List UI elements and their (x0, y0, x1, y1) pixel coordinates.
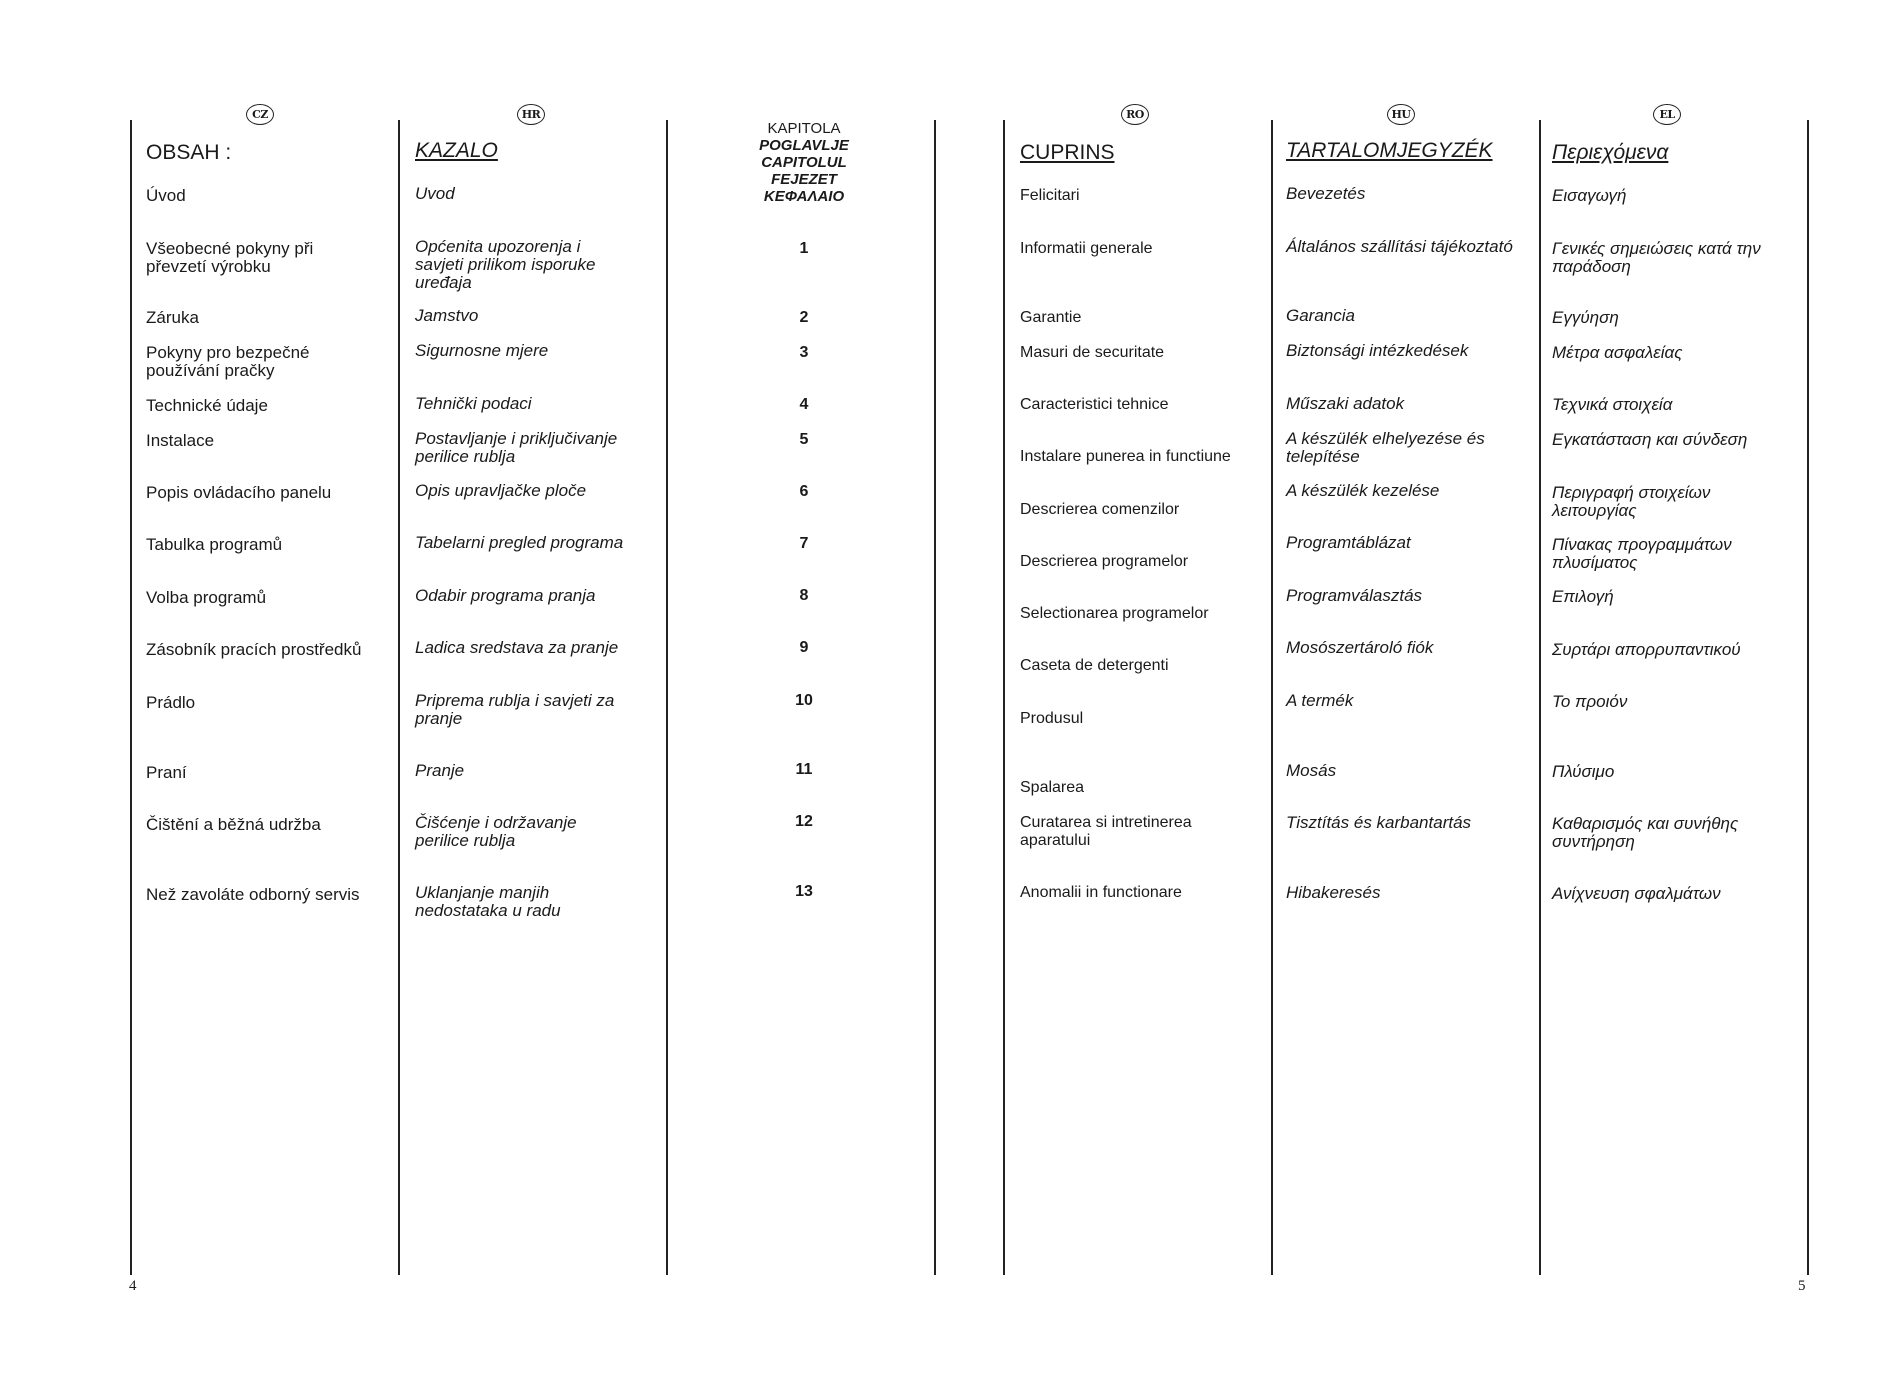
toc-entry: Műszaki adatok (1286, 394, 1405, 413)
chapter-header-ro: CAPITOLUL (761, 154, 847, 171)
chapter-header-hr: POGLAVLJE (759, 137, 849, 154)
toc-entry: Περιγραφή στοιχείων λειτουργίας (1552, 483, 1711, 520)
toc-entry: Bevezetés (1286, 184, 1366, 203)
toc-entry: Odabir programa pranja (415, 586, 596, 605)
toc-entry: A készülék kezelése (1286, 481, 1440, 500)
toc-title-ro: CUPRINS (1020, 141, 1115, 164)
chapter-number: 2 (799, 309, 809, 326)
column-rule (398, 120, 400, 1275)
toc-entry: Než zavoláte odborný servis (146, 885, 360, 904)
toc-entry: Čišćenje i održavanje perilice rublja (415, 813, 577, 850)
chapter-number: 4 (799, 396, 809, 413)
language-badge-hu: HU (1387, 104, 1415, 125)
toc-entry: Biztonsági intézkedések (1286, 341, 1469, 360)
toc-entry: Instalace (146, 431, 215, 450)
toc-entry: Uklanjanje manjih nedostataka u radu (415, 883, 561, 920)
toc-entry: Uvod (415, 184, 455, 203)
column-rule (130, 120, 132, 1275)
chapter-number: 5 (799, 431, 809, 448)
toc-entry: Συρτάρι απορρυπαντικού (1552, 640, 1741, 659)
toc-title-hu: TARTALOMJEGYZÉK (1286, 139, 1493, 162)
chapter-number: 3 (799, 344, 809, 361)
language-badge-cz: CZ (246, 104, 274, 125)
toc-entry: Általános szállítási tájékoztató (1286, 237, 1513, 256)
chapter-number: 8 (799, 587, 809, 604)
toc-title-hr: KAZALO (415, 139, 498, 162)
toc-entry: Anomalii in functionare (1020, 884, 1182, 901)
toc-entry: Instalare punerea in functiune (1020, 448, 1231, 465)
toc-entry: Το προιόν (1552, 692, 1628, 711)
chapter-header-el: ΚΕΦΑΛΑΙΟ (763, 188, 845, 205)
toc-entry: Εγκατάσταση και σύνδεση (1552, 430, 1748, 449)
page-number-right: 5 (1798, 1278, 1806, 1294)
toc-entry: Tabelarni pregled programa (415, 533, 624, 552)
toc-entry: Pranje (415, 761, 465, 780)
toc-entry: Úvod (146, 186, 186, 205)
column-rule (1539, 120, 1541, 1275)
chapter-number: 12 (795, 813, 813, 830)
toc-entry: Programválasztás (1286, 586, 1423, 605)
language-badge-ro: RO (1121, 104, 1149, 125)
chapter-number: 11 (795, 761, 813, 778)
toc-entry: A termék (1286, 691, 1354, 710)
toc-entry: Tabulka programů (146, 535, 283, 554)
toc-entry: Postavljanje i priključivanje perilice rublja (415, 429, 618, 466)
column-rule (1003, 120, 1005, 1275)
toc-entry: Priprema rublja i savjeti za pranje (415, 691, 615, 728)
language-badge-hr: HR (517, 104, 545, 125)
chapter-number: 6 (799, 483, 809, 500)
toc-entry: Descrierea comenzilor (1020, 501, 1180, 518)
toc-entry: Caseta de detergenti (1020, 657, 1169, 674)
toc-entry: Caracteristici tehnice (1020, 396, 1169, 413)
toc-entry: Zásobník pracích prostředků (146, 640, 362, 659)
toc-entry: Πίνακας προγραμμάτων πλυσίματος (1552, 535, 1732, 572)
chapter-number: 7 (799, 535, 809, 552)
toc-entry: Jamstvo (415, 306, 479, 325)
toc-entry: Pokyny pro bezpečné používání pračky (146, 343, 310, 380)
chapter-number: 10 (795, 692, 813, 709)
toc-entry: Τεχνικά στοιχεία (1552, 395, 1673, 414)
toc-entry: Selectionarea programelor (1020, 605, 1209, 622)
toc-entry: A készülék elhelyezése és telepítése (1286, 429, 1485, 466)
column-rule (934, 120, 936, 1275)
toc-entry: Všeobecné pokyny při převzetí výrobku (146, 239, 314, 276)
toc-entry: Tisztítás és karbantartás (1286, 813, 1472, 832)
toc-entry: Mosás (1286, 761, 1337, 780)
toc-entry: Technické údaje (146, 396, 268, 415)
toc-entry: Hibakeresés (1286, 883, 1381, 902)
toc-entry: Καθαρισμός και συνήθης συντήρηση (1552, 814, 1739, 851)
toc-entry: Prádlo (146, 693, 196, 712)
chapter-header-cz: KAPITOLA (767, 120, 841, 137)
toc-entry: Garantie (1020, 309, 1082, 326)
toc-entry: Masuri de securitate (1020, 344, 1165, 361)
chapter-header-hu: FEJEZET (771, 171, 837, 188)
toc-entry: Čištění a běžná udržba (146, 815, 321, 834)
toc-title-el: Περιεχόμενα (1552, 141, 1669, 164)
chapter-number: 13 (795, 883, 813, 900)
toc-entry: Spalarea (1020, 779, 1085, 796)
page-number-left: 4 (129, 1278, 137, 1294)
chapter-number: 9 (799, 639, 809, 656)
toc-entry: Popis ovládacího panelu (146, 483, 332, 502)
toc-entry: Volba programů (146, 588, 267, 607)
toc-entry: Γενικές σημειώσεις κατά την παράδοση (1552, 239, 1761, 276)
toc-entry: Πλύσιμο (1552, 762, 1615, 781)
toc-entry: Μέτρα ασφαλείας (1552, 343, 1683, 362)
toc-entry: Ladica sredstava za pranje (415, 638, 619, 657)
toc-entry: Programtáblázat (1286, 533, 1411, 552)
toc-entry: Garancia (1286, 306, 1355, 325)
toc-entry: Praní (146, 763, 187, 782)
toc-entry: Mosószertároló fiók (1286, 638, 1434, 657)
language-badge-el: EL (1653, 104, 1681, 125)
toc-entry: Záruka (146, 308, 199, 327)
toc-entry: Ανίχνευση σφαλμάτων (1552, 884, 1721, 903)
toc-entry: Produsul (1020, 710, 1084, 727)
toc-entry: Εισαγωγή (1552, 186, 1627, 205)
toc-entry: Επιλογή (1552, 587, 1614, 606)
toc-entry: Εγγύηση (1552, 308, 1619, 327)
chapter-number: 1 (799, 240, 809, 257)
toc-entry: Informatii generale (1020, 240, 1153, 257)
toc-entry: Felicitari (1020, 187, 1080, 204)
column-rule (1271, 120, 1273, 1275)
column-rule (1807, 120, 1809, 1275)
toc-title-cz: OBSAH : (146, 141, 232, 164)
toc-entry: Sigurnosne mjere (415, 341, 549, 360)
toc-entry: Tehnički podaci (415, 394, 532, 413)
chapter-header (730, 120, 878, 205)
toc-entry: Descrierea programelor (1020, 553, 1189, 570)
toc-entry: Opis upravljačke ploče (415, 481, 587, 500)
toc-entry: Curatarea si intretinerea aparatului (1020, 814, 1192, 849)
column-rule (666, 120, 668, 1275)
toc-entry: Općenita upozorenja i savjeti prilikom isporuke uređaja (415, 237, 596, 292)
